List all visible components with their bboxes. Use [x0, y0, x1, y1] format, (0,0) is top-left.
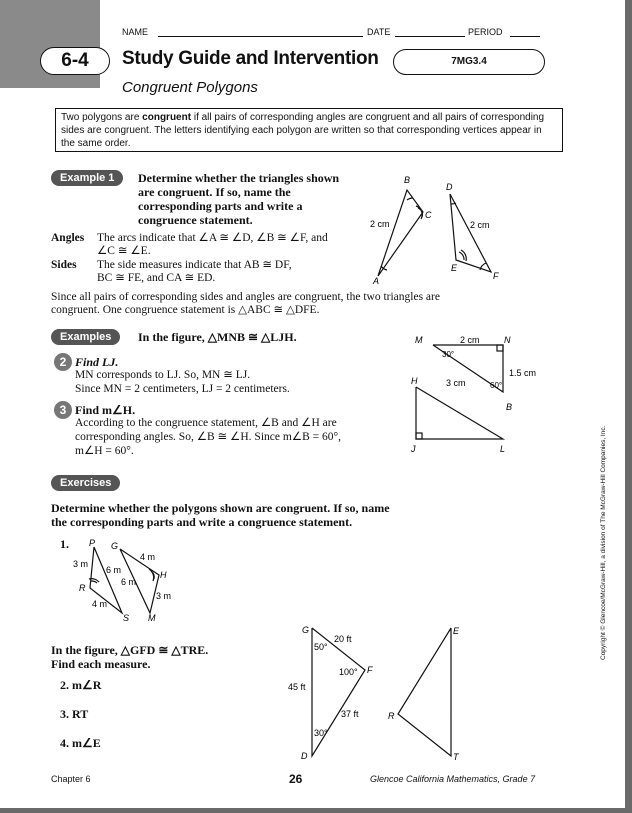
footer-page-number: 26 [289, 772, 303, 786]
period-line [510, 36, 540, 37]
vertex-h: H [160, 570, 167, 580]
examples-prompt: In the figure, △MNB ≅ △LJH. [138, 330, 297, 344]
exercises-prompt-1: Determine whether the polygons shown are congruent. If so, name [51, 501, 390, 515]
exercise1-figure [70, 535, 185, 623]
page-subtitle: Congruent Polygons [122, 79, 258, 96]
side-label-pr: 3 m [73, 559, 89, 569]
right-angle-j [416, 433, 422, 439]
vertex-e: E [453, 626, 460, 636]
name-line [158, 36, 363, 37]
side-label-nb: 1.5 cm [509, 368, 537, 378]
example3-line3: m∠H = 60°. [75, 445, 134, 457]
vertex-m: M [415, 335, 423, 345]
question-4: 4. m∠E [60, 736, 101, 750]
name-label: NAME [122, 27, 149, 37]
side-label-ps: 6 m [106, 565, 122, 575]
angle-label-f: 100° [339, 667, 358, 677]
side-label-gh: 4 m [140, 552, 156, 562]
side-label-mb: 3 cm [446, 378, 466, 388]
date-label: DATE [367, 27, 391, 37]
angle-label-d: 30° [314, 728, 328, 738]
copyright-vertical [600, 425, 610, 660]
example3-title: Find m∠H. [75, 403, 136, 417]
arc-r-1 [91, 581, 97, 583]
triangle-tre [398, 628, 451, 756]
sides-text-2: BC ≅ FE, and CA ≅ ED. [97, 272, 216, 284]
angles-text-1: The arcs indicate that ∠A ≅ ∠D, ∠B ≅ ∠F, and [97, 232, 328, 244]
vertex-f: F [493, 271, 499, 281]
vertex-s: S [123, 613, 130, 623]
intro-bold: congruent [142, 112, 192, 123]
angle-label-g: 50° [314, 642, 328, 652]
vertex-d: D [446, 182, 453, 192]
exercises-badge: Exercises [51, 475, 120, 491]
vertex-d: D [301, 751, 308, 761]
angles-label: Angles [51, 232, 85, 244]
vertex-t: T [453, 752, 459, 762]
copyright-text: Copyright © Glencoe/McGraw-Hill, a division of The McGraw-Hill Companies, Inc. [600, 425, 607, 660]
page-edge-bottom [0, 808, 632, 813]
example3-number: 3 [54, 401, 72, 419]
date-line [395, 36, 465, 37]
vertex-l: L [500, 444, 506, 454]
example1-badge: Example 1 [51, 170, 123, 186]
gfd-prompt-1: In the figure, △GFD ≅ △TRE. [51, 643, 209, 657]
lesson-number: 6-4 [40, 47, 110, 75]
vertex-b: B [404, 175, 411, 185]
side-label-mn: 2 cm [460, 335, 480, 345]
intro-text-2: if all pairs of corresponding angles are congruent and all pairs of corresponding sides are congruent. The letters identifying each polygon are written so that corresponding vertices appear in the same order. [61, 112, 545, 149]
gfd-tre-figure [285, 618, 475, 763]
angle-label-b: 60° [490, 381, 503, 390]
side-label-hm: 3 m [156, 591, 172, 601]
triangle-abc [378, 190, 423, 276]
vertex-e: E [451, 263, 458, 273]
side-label-gf: 20 ft [334, 634, 352, 644]
side-label-gd: 45 ft [288, 682, 306, 692]
vertex-c: C [425, 210, 432, 220]
conclusion-1: Since all pairs of corresponding sides and angles are congruent, the two triangles are [51, 291, 440, 303]
period-label: PERIOD [468, 27, 503, 37]
example2-number: 2 [54, 353, 72, 371]
vertex-a: A [373, 276, 380, 286]
exercises-prompt-2: the corresponding parts and write a congruence statement. [51, 515, 353, 529]
conclusion-2: congruent. One congruence statement is △ABC ≅ △DFE. [51, 304, 320, 316]
standard-badge: 7MG3.4 [393, 49, 545, 75]
example3-line1: According to the congruence statement, ∠B and ∠H are [75, 417, 337, 429]
side-label-rs: 4 m [92, 599, 108, 609]
vertex-f: F [367, 665, 373, 675]
example2-line1: MN corresponds to LJ. So, MN ≅ LJ. [75, 369, 251, 381]
angles-text-2: ∠C ≅ ∠E. [97, 245, 151, 257]
triangle-dfe [450, 194, 491, 272]
sides-text-1: The side measures indicate that AB ≅ DF, [97, 259, 292, 271]
vertex-g: G [111, 541, 119, 551]
vertex-g: G [302, 625, 310, 635]
definition-box [55, 108, 563, 152]
example3-line2: corresponding angles. So, ∠B ≅ ∠H. Since m∠B = 60°, [75, 431, 341, 443]
angle-arc-e [459, 252, 464, 260]
vertex-n: N [504, 335, 511, 345]
side-label-fd: 37 ft [341, 709, 359, 719]
intro-text-1: Two polygons are [61, 112, 143, 123]
examples-badge: Examples [51, 329, 120, 345]
example1-triangles-figure [360, 170, 540, 290]
footer-chapter: Chapter 6 [51, 774, 91, 784]
exercise1-number: 1. [60, 537, 69, 551]
vertex-b: B [506, 402, 513, 412]
right-angle-n [497, 345, 503, 351]
sides-label: Sides [51, 259, 77, 271]
page-edge-right [625, 0, 632, 813]
vertex-r: R [79, 583, 86, 593]
footer-book-title: Glencoe California Mathematics, Grade 7 [370, 774, 536, 784]
question-2: 2. m∠R [60, 678, 102, 692]
side-label-gm: 6 m [121, 577, 137, 587]
vertex-j: J [411, 444, 416, 454]
example1-prompt: Determine whether the triangles shown are congruent. If so, name the corresponding parts and write a congruence statement. [138, 171, 340, 227]
gfd-prompt-2: Find each measure. [51, 657, 151, 671]
angle-arc-b [407, 198, 413, 200]
side-label-ab: 2 cm [370, 219, 390, 229]
page-title: Study Guide and Intervention [122, 48, 379, 69]
mnb-ljh-figure [405, 332, 555, 457]
vertex-p: P [89, 538, 96, 548]
example2-line2: Since MN = 2 centimeters, LJ = 2 centimeters. [75, 383, 290, 395]
angle-label-m: 30° [442, 350, 455, 359]
vertex-m: M [148, 613, 156, 623]
vertex-h: H [411, 376, 418, 386]
example2-title: Find LJ. [75, 355, 119, 369]
triangle-ljh [416, 387, 503, 439]
side-label-df: 2 cm [470, 220, 490, 230]
angle-arc-d [451, 203, 456, 204]
vertex-r: R [388, 711, 395, 721]
question-3: 3. RT [60, 707, 89, 721]
